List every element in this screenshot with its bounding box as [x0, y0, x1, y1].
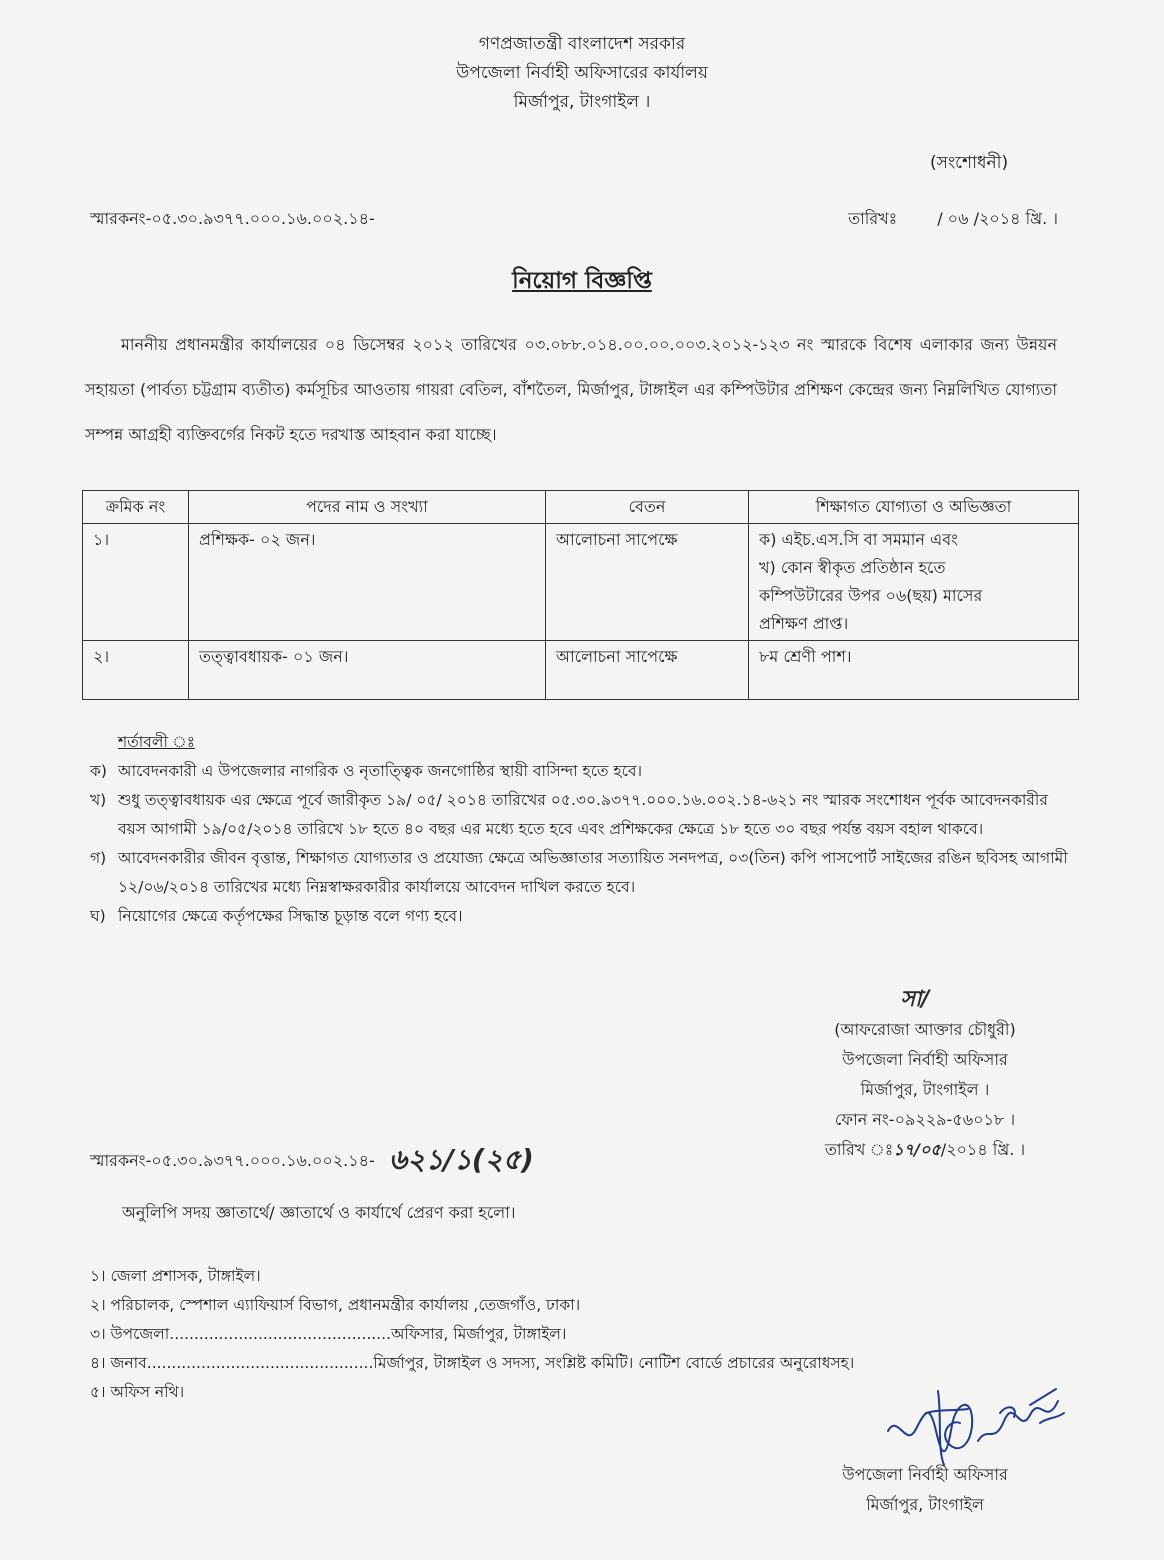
signatory-date-label: তারিখ ঃ	[824, 1140, 894, 1159]
cell-post: প্রশিক্ষক- ০২ জন।	[189, 524, 546, 641]
cell-serial: ১।	[83, 524, 189, 641]
list-item: ২। পরিচালক, স্পেশাল এ্যাফিয়ার্স বিভাগ, প্রধানমন্ত্রীর কার্যালয় ,তেজগাঁও, ঢাকা।	[90, 1296, 581, 1314]
condition-item	[90, 902, 1075, 931]
qualification-line: খ) কোন স্বীকৃত প্রতিষ্ঠান হতে	[759, 558, 946, 577]
condition-text: শুধু তত্ত্বাবধায়ক এর ক্ষেত্রে পূর্বে জারীকৃত ১৯/ ০৫/ ২০১৪ তারিখের ০৫.৩০.৯৩৭৭.০০০.১৬.০০২.১৪-৬২১ নং স্মারক সংশোধন পূর্বক আবেদনকারীর বয়স আগামী ১৯/০৫/২০১৪ তারিখে ১৮ হতে ৪০ বছর এর মধ্যে হতে হবে এবং প্রশিক্ষকের ক্ষেত্রে ১৮ হতে ৩০ বছর পর্যন্ত বয়স বহাল থাকবে।	[118, 791, 1048, 838]
condition-item	[90, 757, 1075, 786]
footer-signatory	[795, 1460, 1055, 1520]
header-salary: বেতন	[546, 491, 749, 524]
qualification-line: ক) এইচ.এস.সি বা সমমান এবং	[759, 530, 959, 549]
footer-designation: উপজেলা নির্বাহী অফিসার	[842, 1465, 1008, 1484]
conditions-section	[90, 728, 1075, 931]
signatory-block	[775, 985, 1075, 1165]
condition-label: ঘ)	[90, 907, 106, 925]
condition-text: আবেদনকারী এ উপজেলার নাগরিক ও নৃতাত্ত্বিক জনগোষ্ঠির স্থায়ী বাসিন্দা হতে হবে।	[118, 762, 643, 780]
signatory-date-suffix: /২০১৪ খ্রি. ।	[940, 1140, 1026, 1159]
memo-date-label: তারিখঃ	[848, 209, 898, 228]
condition-text: নিয়োগের ক্ষেত্রে কর্তৃপক্ষের সিদ্ধান্ত চূড়ান্ত বলে গণ্য হবে।	[118, 907, 463, 925]
conditions-heading	[90, 728, 1075, 757]
copy-memo-handwritten: ৬২১/১(২৫)	[388, 1143, 534, 1176]
footer-office: মির্জাপুর, টাংগাইল	[866, 1495, 984, 1514]
qualification-line: ৮ম শ্রেণী পাশ।	[759, 647, 852, 666]
condition-label: খ)	[90, 791, 107, 809]
table-row	[83, 524, 1079, 641]
signatory-name: (আফরোজা আক্তার চৌধুরী)	[834, 1020, 1016, 1039]
memo-date-value: / ০৬ /২০১৪ খ্রি. ।	[937, 209, 1058, 228]
signatory-phone: ফোন নং-০৯২২৯-৫৬০১৮ ।	[834, 1110, 1016, 1129]
cell-salary: আলোচনা সাপেক্ষে	[546, 524, 749, 641]
copy-memo-row	[90, 1138, 534, 1185]
posts-table	[82, 490, 1079, 700]
table-row	[83, 641, 1079, 700]
signed-mark: সা/	[900, 987, 930, 1012]
memo-date	[848, 206, 1058, 233]
notice-title: নিয়োগ বিজ্ঞপ্তি	[512, 268, 652, 294]
cell-serial: ২।	[83, 641, 189, 700]
header-serial: ক্রমিক নং	[83, 491, 189, 524]
condition-text: আবেদনকারীর জীবন বৃত্তান্ত, শিক্ষাগত যোগ্যতার ও প্রযোজ্য ক্ষেত্রে অভিজ্ঞাতার সত্যায়িত সনদপত্র, ০৩(তিন) কপি পাসপোর্ট সাইজের রঙিন ছবিসহ আগামী ১২/০৬/২০১৪ তারিখের মধ্যে নিম্নস্বাক্ষরকারীর কার্যালয়ে আবেদন দাখিল করতে হবে।	[118, 849, 1068, 896]
condition-label: গ)	[90, 849, 107, 867]
copy-memo-number: স্মারকনং-০৫.৩০.৯৩৭৭.০০০.১৬.০০২.১৪-	[90, 1151, 375, 1170]
table-header-row	[83, 491, 1079, 524]
list-item: ৫। অফিস নথি।	[90, 1383, 185, 1401]
copy-note: অনুলিপি সদয় জ্ঞাতার্থে/ জ্ঞাতার্থে ও কার্যার্থে প্রেরণ করা হলো।	[122, 1203, 516, 1222]
memo-row	[90, 206, 1058, 233]
office-header	[0, 30, 1164, 117]
header-location: মির্জাপুর, টাংগাইল ।	[513, 92, 651, 112]
qualification-line: কম্পিউটারের উপর ০৬(ছয়) মাসের	[759, 586, 983, 605]
cell-post: তত্ত্বাবধায়ক- ০১ জন।	[189, 641, 546, 700]
condition-label: ক)	[90, 762, 107, 780]
cell-salary: আলোচনা সাপেক্ষে	[546, 641, 749, 700]
signatory-date	[775, 1135, 1075, 1165]
conditions-heading-text: শর্তাবলী ঃ	[118, 733, 195, 751]
intro-paragraph: মাননীয় প্রধানমন্ত্রীর কার্যালয়ের ০৪ ডিসেম্বর ২০১২ তারিখের ০৩.০৮৮.০১৪.০০.০০.০০৩.২০১২-১২৩ নং স্মারকে বিশেষ এলাকার জন্য উন্নয়ন সহায়তা (পার্বত্য চট্টগ্রাম ব্যতীত) কর্মসূচির আওতায় গায়রা বেতিল, বাঁশতৈল, মির্জাপুর, টাঙ্গাইল এর কম্পিউটার প্রশিক্ষণ কেন্দ্রের জন্য নিম্নলিখিত যোগ্যতা সম্পন্ন আগ্রহী ব্যক্তিবর্গের নিকট হতে দরখাস্ত আহবান করা যাচ্ছে।	[85, 335, 1057, 444]
signature-drawing	[880, 1383, 1070, 1468]
cell-qualification	[749, 524, 1079, 641]
cell-qualification	[749, 641, 1079, 700]
condition-item	[90, 844, 1075, 902]
header-government: গণপ্রজাতন্ত্রী বাংলাদেশ সরকার	[478, 34, 686, 54]
signatory-office: মির্জাপুর, টাংগাইল ।	[860, 1080, 990, 1099]
list-item: ১। জেলা প্রশাসক, টাঙ্গাইল।	[90, 1267, 261, 1285]
list-item: ৪। জনাব..............................................মির্জাপুর, টাঙ্গাইল ও সদস্য, সংশ্লিষ্ট কমিটি। নোটিশ বোর্ডে প্রচারের অনুরোধসহ।	[90, 1354, 855, 1372]
amendment-label: (সংশোধনী)	[930, 153, 1009, 173]
signatory-date-handwritten: ১৭/০৫	[893, 1140, 941, 1159]
condition-item	[90, 786, 1075, 844]
signatory-designation: উপজেলা নির্বাহী অফিসার	[842, 1050, 1008, 1069]
header-post: পদের নাম ও সংখ্যা	[189, 491, 546, 524]
memo-number: স্মারকনং-০৫.৩০.৯৩৭৭.০০০.১৬.০০২.১৪-	[90, 209, 375, 228]
list-item: ৩। উপজেলা.............................................অফিসার, মির্জাপুর, টাঙ্গাইল।	[90, 1325, 567, 1343]
qualification-line: প্রশিক্ষণ প্রাপ্ত।	[759, 614, 849, 633]
header-office: উপজেলা নির্বাহী অফিসারের কার্যালয়	[456, 63, 708, 83]
header-qualification: শিক্ষাগত যোগ্যতা ও অভিজ্ঞতা	[749, 491, 1079, 524]
